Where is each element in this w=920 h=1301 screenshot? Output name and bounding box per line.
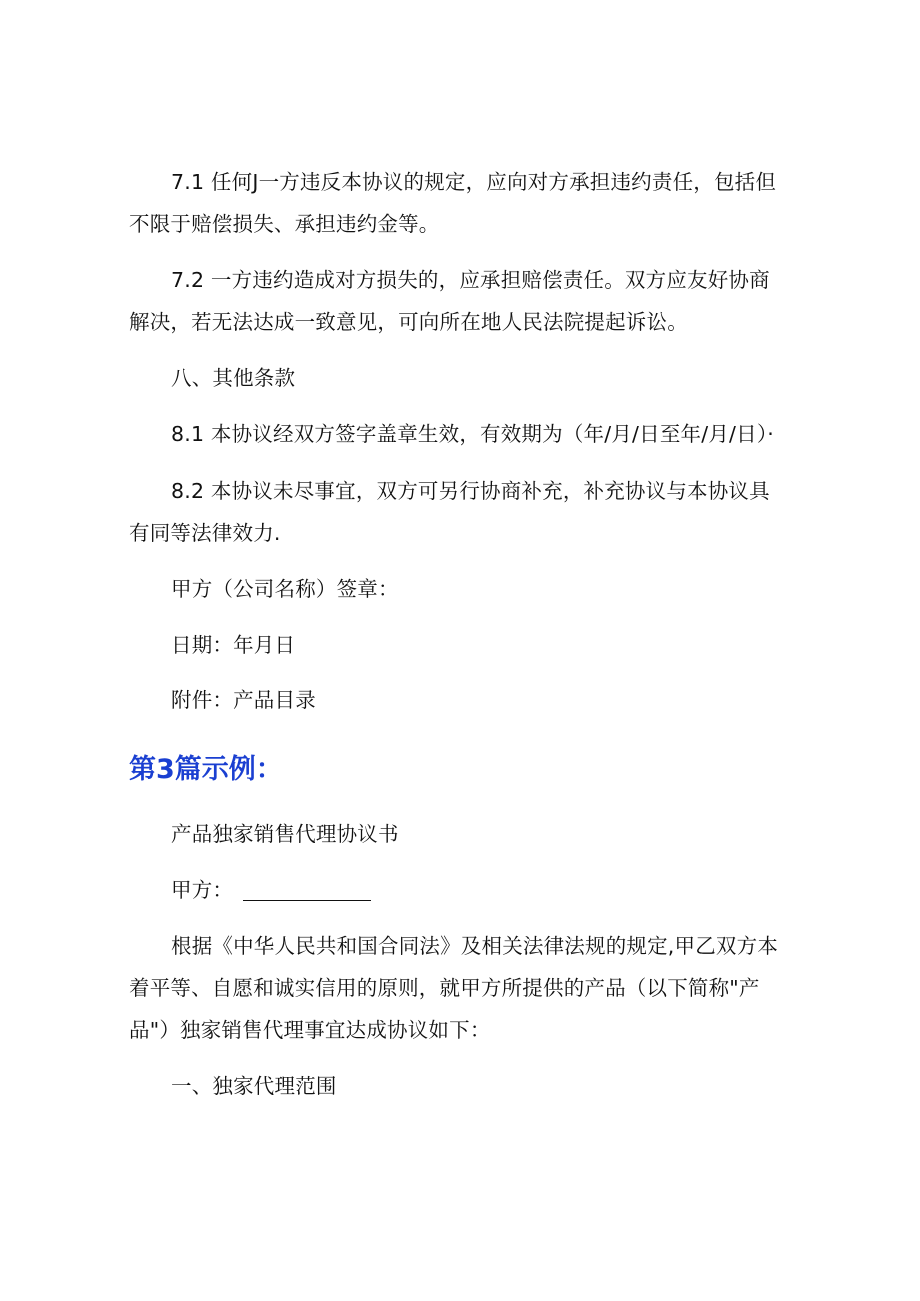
example-3-heading: 第3篇示例： (129, 754, 283, 785)
agreement-intro: 根据《中华人民共和国合同法》及相关法律法规的规定,甲乙双方本着平等、自愿和诚实信用的原则，就甲方所提供的产品（以下简称"产品"）独家销售代理事宜达成协议如下： (129, 934, 779, 1042)
clause-7-1: 7.1 任何J一方违反本协议的规定，应向对方承担违约责任，包括但不限于赔偿损失、承担违约金等。 (129, 170, 777, 236)
party-a-signature: 甲方（公司名称）签章： (171, 577, 399, 601)
agreement-title: 产品独家销售代理协议书 (171, 822, 399, 846)
party-a-line (129, 869, 789, 911)
clause-8-2: 8.2 本协议未尽事宜，双方可另行协商补充，补充协议与本协议具有同等法律效力. (129, 479, 770, 545)
signature-date: 日期：年月日 (171, 633, 296, 657)
section-1-heading: 一、独家代理范围 (171, 1074, 337, 1098)
clause-7-2: 7.2 一方违约造成对方损失的，应承担赔偿责任。双方应友好协商解决，若无法达成一致意见，可向所在地人民法院提起诉讼。 (129, 268, 770, 334)
clause-8-1: 8.1 本协议经双方签字盖章生效，有效期为（年/月/日至年/月/日）· (171, 422, 775, 446)
attachment-line: 附件：产品目录 (171, 688, 316, 712)
party-a-blank (243, 880, 371, 901)
party-a-label: 甲方： (171, 878, 234, 902)
section-8-heading: 八、其他条款 (171, 366, 296, 390)
